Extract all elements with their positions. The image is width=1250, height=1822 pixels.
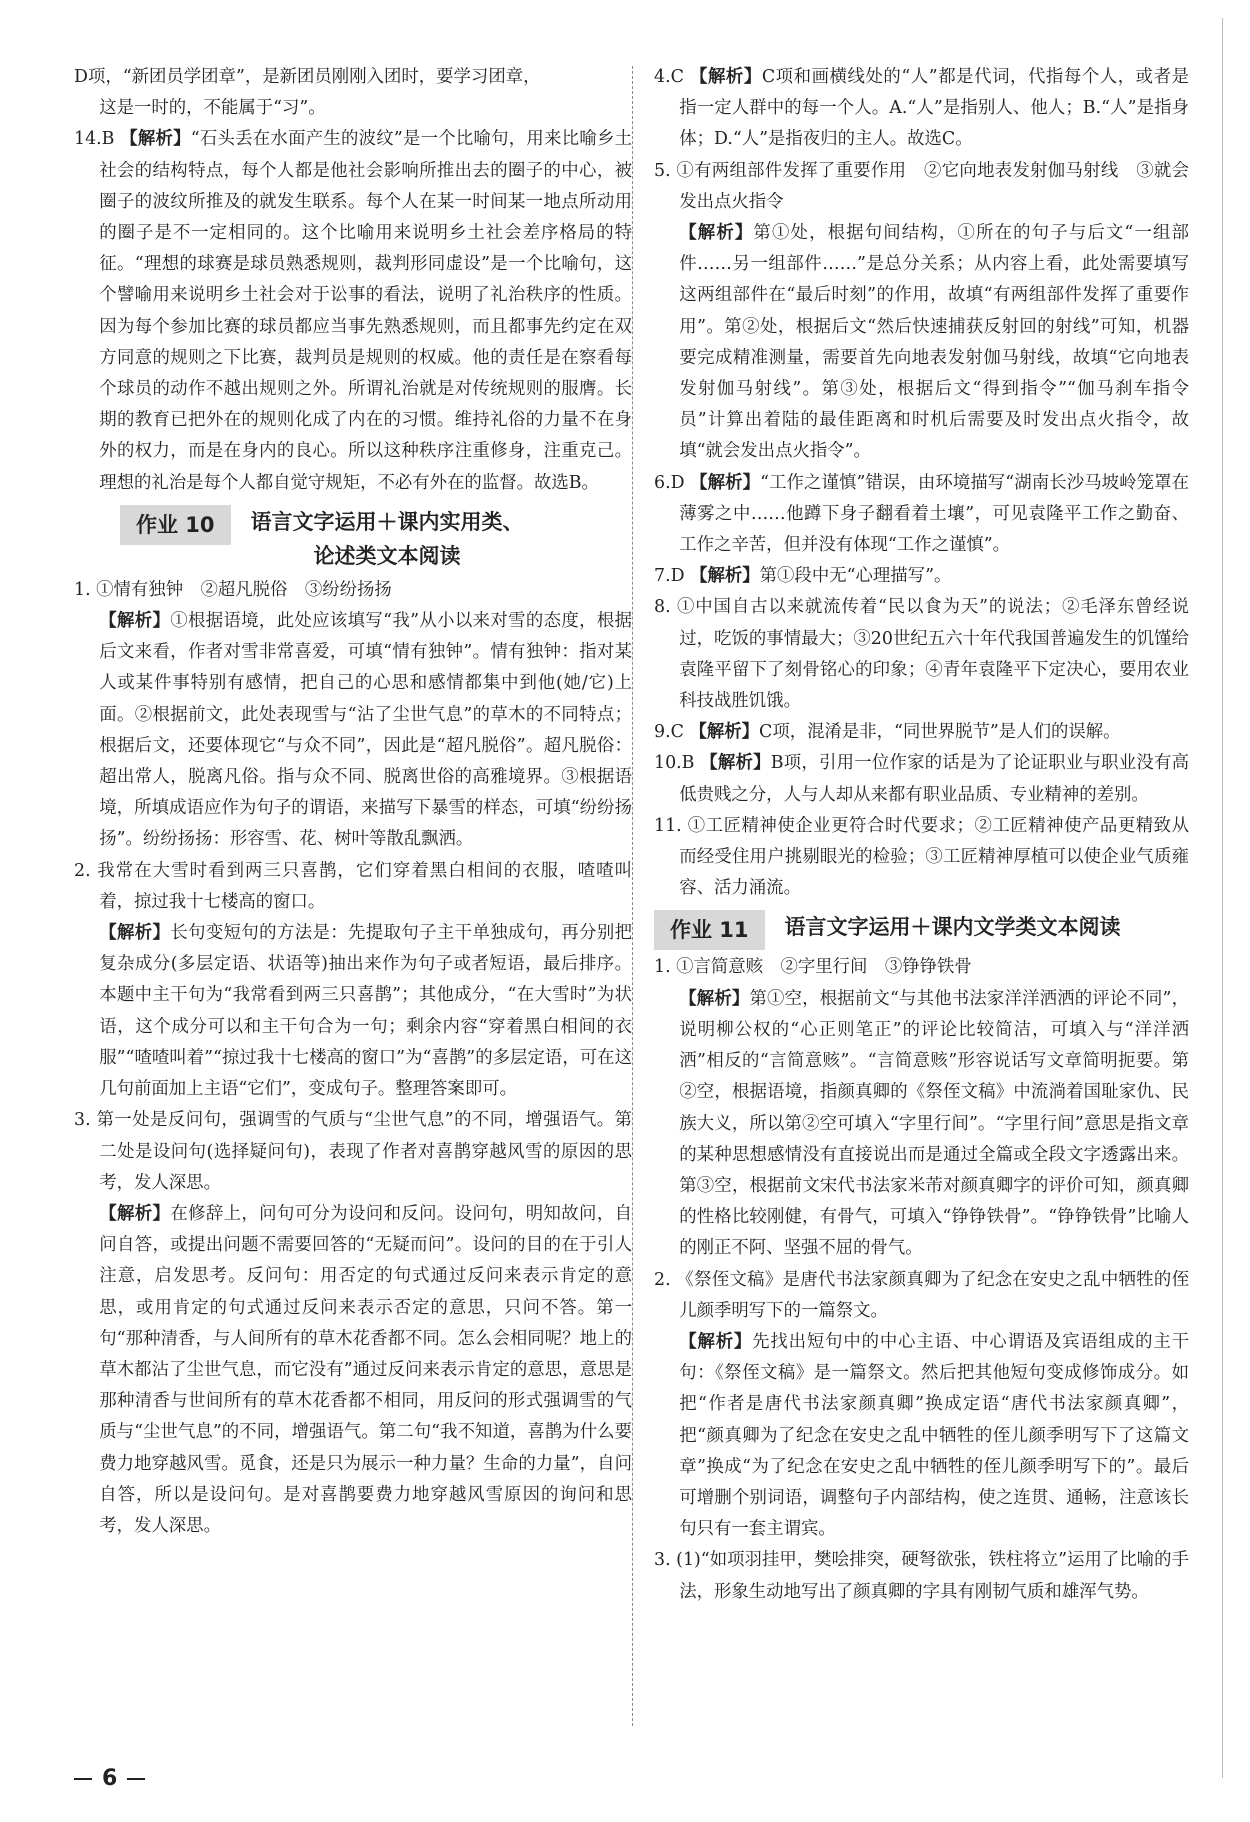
analysis-tag: 【解析】 bbox=[120, 129, 191, 150]
answer-text: C项，混淆是非，“同世界脱节”是人们的误解。 bbox=[759, 722, 1121, 743]
analysis-text: 先找出短句中的中心主语、中心谓语及宾语组成的主干句：《祭侄文稿》是一篇祭文。然后把其他短句变成修饰成分。如把“作者是唐代书法家颜真卿”换成定语“唐代书法家颜真卿”，把“颜真卿为了纪念在安史之乱中牺牲的侄儿颜季明写下了这篇文章”换成“为了纪念在安史之乱中牺牲的侄儿颜季明写下的”。最后可增删个别词语，调整句子内部结构，使之连贯、通畅，注意该长句只有一套主谓宾。 bbox=[679, 1331, 1189, 1540]
page-number: 6 bbox=[102, 1766, 118, 1791]
item-number: 4.C bbox=[654, 67, 684, 87]
answer-item bbox=[74, 124, 632, 498]
item-number: 3. bbox=[654, 1550, 671, 1571]
continued-text bbox=[74, 62, 632, 93]
analysis-tag: 【解析】 bbox=[679, 1331, 753, 1352]
paragraph-text: 这是一时的，不能属于“习”。 bbox=[99, 98, 326, 119]
answer-item bbox=[654, 1545, 1189, 1607]
answer-text: C项和画横线处的“人”都是代词，代指每个人，或者是指一定人群中的每一个人。A.“人”是指别人、他人；B.“人”是指身体；D.“人”是指夜归的主人。故选C。 bbox=[679, 67, 1189, 150]
homework-title bbox=[251, 505, 524, 573]
analysis-tag: 【解析】 bbox=[690, 566, 760, 587]
answer-text: B项，引用一位作家的话是为了论证职业与职业没有高低贵贱之分，人与人却从来都有职业品质、专业精神的差别。 bbox=[679, 753, 1189, 805]
page-footer bbox=[74, 1766, 155, 1791]
answer-item bbox=[654, 156, 1189, 218]
analysis-text: 第①空，根据前文“与其他书法家洋洋洒洒的评论不同”，说明柳公权的“心正则笔正”的评论比较简洁，可填入与“洋洋洒洒”相反的“言简意赅”。“言简意赅”形容说话写文章简明扼要。第②空，根据语境，指颜真卿的《祭侄文稿》中流淌着国耻家仇、民族大义，所以第②空可填入“字里行间”。“字里行间”意思是指文章的某种思想感情没有直接说出而是通过全篇或全段文字透露出来。第③空，根据前文宋代书法家米芾对颜真卿字的评价可知，颜真卿的性格比较刚健，有骨气，可填入“铮铮铁骨”。“铮铮铁骨”比喻人的刚正不阿、坚强不屈的骨气。 bbox=[679, 988, 1189, 1259]
item-number: 5. bbox=[654, 160, 671, 181]
item-number: 3. bbox=[74, 1110, 91, 1131]
answer-item bbox=[654, 717, 1189, 748]
homework-title bbox=[785, 910, 1121, 944]
homework-heading bbox=[120, 505, 632, 573]
answer-text: ①中国自古以来就流传着“民以食为天”的说法；②毛泽东曾经说过，吃饭的事情最大；③20世纪五六十年代我国普遍发生的饥馑给袁隆平留下了刻骨铭心的印象；④青年袁隆平下定决心，要用农业科技战胜饥饿。 bbox=[677, 597, 1189, 712]
analysis-tag: 【解析】 bbox=[99, 923, 171, 944]
answer-text: 《祭侄文稿》是唐代书法家颜真卿为了纪念在安史之乱中牺牲的侄儿颜季明写下的一篇祭文。 bbox=[676, 1269, 1189, 1321]
answer-text: ①情有独钟 ②超凡脱俗 ③纷纷扬扬 bbox=[96, 579, 392, 600]
analysis-tag: 【解析】 bbox=[690, 472, 761, 493]
analysis-text: 长句变短句的方法是：先提取句子主干单独成句，再分别把复杂成分(多层定语、状语等)抽出来作为句子或者短语，最后排序。本题中主干句为“我常看到两三只喜鹊”；其他成分，“在大雪时”为状语，这个成分可以和主干句合为一句；剩余内容“穿着黑白相间的衣服”“喳喳叫着”“掠过我十七楼高的窗口”为“喜鹊”的多层定语，可在这几句前面加上主语“它们”，变成句子。整理答案即可。 bbox=[99, 923, 632, 1100]
item-number: 7.D bbox=[654, 566, 685, 587]
page-edge-rule bbox=[1222, 18, 1223, 1778]
paragraph-text: D项，“新团员学团章”，是新团员刚刚入团时，要学习团章， bbox=[74, 67, 541, 87]
homework-heading bbox=[654, 910, 1189, 950]
column-divider bbox=[632, 66, 633, 1726]
item-number: 1. bbox=[654, 957, 671, 978]
answer-text: (1)“如项羽挂甲，樊哙排突，硬弩欲张，铁柱将立”运用了比喻的手法，形象生动地写出了颜真卿的字具有刚韧气质和雄浑气势。 bbox=[676, 1550, 1189, 1602]
answer-item bbox=[654, 468, 1189, 562]
homework-title-line: 语言文字运用＋课内文学类文本阅读 bbox=[784, 915, 1121, 940]
answer-item bbox=[654, 952, 1189, 983]
analysis-block bbox=[74, 918, 632, 1105]
answer-text: “工作之谨慎”错误，由环境描写“湖南长沙马坡岭笼罩在薄雾之中……他蹲下身子翻看着土壤”，可见袁隆平工作之勤奋、工作之辛苦，但并没有体现“工作之谨慎”。 bbox=[679, 472, 1189, 556]
homework-title-line: 论述类文本阅读 bbox=[313, 543, 461, 568]
analysis-block bbox=[654, 1327, 1189, 1545]
analysis-tag: 【解析】 bbox=[99, 1203, 171, 1224]
analysis-tag: 【解析】 bbox=[689, 722, 760, 743]
homework-badge: 作业 11 bbox=[654, 910, 765, 950]
left-column bbox=[74, 62, 632, 1542]
answer-item bbox=[654, 561, 1189, 592]
answer-text: ①言简意赅 ②字里行间 ③铮铮铁骨 bbox=[676, 957, 972, 978]
answer-item bbox=[654, 62, 1189, 156]
item-number: 2. bbox=[654, 1269, 671, 1290]
analysis-block bbox=[74, 606, 632, 856]
item-number: 1. bbox=[74, 579, 91, 600]
answer-text: 我常在大雪时看到两三只喜鹊，它们穿着黑白相间的衣服，喳喳叫着，掠过我十七楼高的窗口。 bbox=[97, 860, 632, 912]
continued-text bbox=[74, 93, 632, 124]
analysis-block bbox=[654, 984, 1189, 1265]
answer-text: 第①段中无“心理描写”。 bbox=[759, 566, 952, 587]
analysis-tag: 【解析】 bbox=[679, 988, 750, 1009]
answer-text: ①有两组部件发挥了重要作用 ②它向地表发射伽马射线 ③就会发出点火指令 bbox=[676, 160, 1189, 212]
answer-item bbox=[74, 856, 632, 918]
answer-text: “石头丢在水面产生的波纹”是一个比喻句，用来比喻乡土社会的结构特点，每个人都是他社会影响所推出去的圈子的中心，被圈子的波纹所推及的就发生联系。每个人在某一时间某一地点所动用的圈子是不一定相同的。这个比喻用来说明乡土社会差序格局的特征。“理想的球赛是球员熟悉规则，裁判形同虚设”是一个比喻句，这个譬喻用来说明乡土社会对于讼事的看法，说明了礼治秩序的性质。因为每个参加比赛的球员都应当事先熟悉规则，而且都事先约定在双方同意的规则之下比赛，裁判员是规则的权威。他的责任是在察看每个球员的动作不越出规则之外。所谓礼治就是对传统规则的服膺。长期的教育已把外在的规则化成了内在的习惯。维持礼俗的力量不在身外的权力，而是在身内的良心。所以这种秩序注重修身，注重克己。理想的礼治是每个人都自觉守规矩，不必有外在的监督。故选B。 bbox=[99, 129, 632, 493]
analysis-tag: 【解析】 bbox=[690, 67, 762, 87]
answer-item bbox=[74, 575, 632, 606]
analysis-tag: 【解析】 bbox=[679, 223, 754, 244]
item-number: 11. bbox=[654, 815, 682, 836]
answer-text: 第一处是反问句，强调雪的气质与“尘世气息”的不同，增强语气。第二处是设问句(选择疑问句)，表现了作者对喜鹊穿越风雪的原因的思考，发人深思。 bbox=[96, 1110, 632, 1193]
item-number: 2. bbox=[74, 860, 91, 881]
homework-title-line: 语言文字运用＋课内实用类、 bbox=[250, 509, 524, 534]
item-number: 14.B bbox=[74, 129, 115, 150]
analysis-text: 第①处，根据句间结构，①所在的句子与后文“一组部件……另一组部件……”是总分关系；从内容上看，此处需要填写这两组部件在“最后时刻”的作用，故填“有两组部件发挥了重要作用”。第②处，根据后文“然后快速捕获反射回的射线”可知，机器要完成精准测量，需要首先向地表发射伽马射线，故填“它向地表发射伽马射线”。第③处，根据后文“得到指令”“伽马刹车指令员”计算出着陆的最佳距离和时机后需要及时发出点火指令，故填“就会发出点火指令”。 bbox=[679, 223, 1189, 462]
analysis-tag: 【解析】 bbox=[99, 611, 171, 632]
item-number: 6.D bbox=[654, 472, 685, 493]
item-number: 9.C bbox=[654, 722, 684, 743]
item-number: 8. bbox=[654, 597, 671, 618]
analysis-tag: 【解析】 bbox=[700, 753, 771, 774]
answer-text: ①工匠精神使企业更符合时代要求；②工匠精神使产品更精致从而经受住用户挑剔眼光的检验；③工匠精神厚植可以使企业气质雍容、活力涌流。 bbox=[679, 815, 1189, 899]
analysis-block bbox=[74, 1199, 632, 1542]
answer-item bbox=[654, 748, 1189, 810]
right-column bbox=[654, 62, 1189, 1608]
analysis-text: ①根据语境，此处应该填写“我”从小以来对雪的态度，根据后文来看，作者对雪非常喜爱，可填“情有独钟”。情有独钟：指对某人或某件事特别有感情，把自己的心思和感情都集中到他(她/它)上面。②根据前文，此处表现雪与“沾了尘世气息”的草木的不同特点；根据后文，还要体现它“与众不同”，因此是“超凡脱俗”。超凡脱俗：超出常人，脱离凡俗。指与众不同、脱离世俗的高雅境界。③根据语境，所填成语应作为句子的谓语，来描写下暴雪的样态，可填“纷纷扬扬”。纷纷扬扬：形容雪、花、树叶等散乱飘洒。 bbox=[99, 611, 632, 850]
answer-item bbox=[654, 592, 1189, 717]
answer-item bbox=[74, 1105, 632, 1199]
item-number: 10.B bbox=[654, 753, 695, 774]
analysis-text: 在修辞上，问句可分为设问和反问。设问句，明知故问，自问自答，或提出问题不需要回答的“无疑而问”。设问的目的在于引人注意，启发思考。反问句：用否定的句式通过反问来表示肯定的意思，或用肯定的句式通过反问来表示否定的意思，只问不答。第一句“那种清香，与人间所有的草木花香都不同。怎么会相同呢？地上的草木都沾了尘世气息，而它没有”通过反问来表示肯定的意思，意思是那种清香与世间所有的草木花香都不相同，用反问的形式强调雪的气质与“尘世气息”的不同，增强语气。第二句“我不知道，喜鹊为什么要费力地穿越风雪。觅食，还是只为展示一种力量？生命的力量”，自问自答，所以是设问句。是对喜鹊要费力地穿越风雪原因的询问和思考，发人深思。 bbox=[99, 1203, 632, 1536]
homework-badge: 作业 10 bbox=[120, 505, 231, 545]
answer-item bbox=[654, 1265, 1189, 1327]
analysis-block bbox=[654, 218, 1189, 468]
answer-item bbox=[654, 811, 1189, 905]
